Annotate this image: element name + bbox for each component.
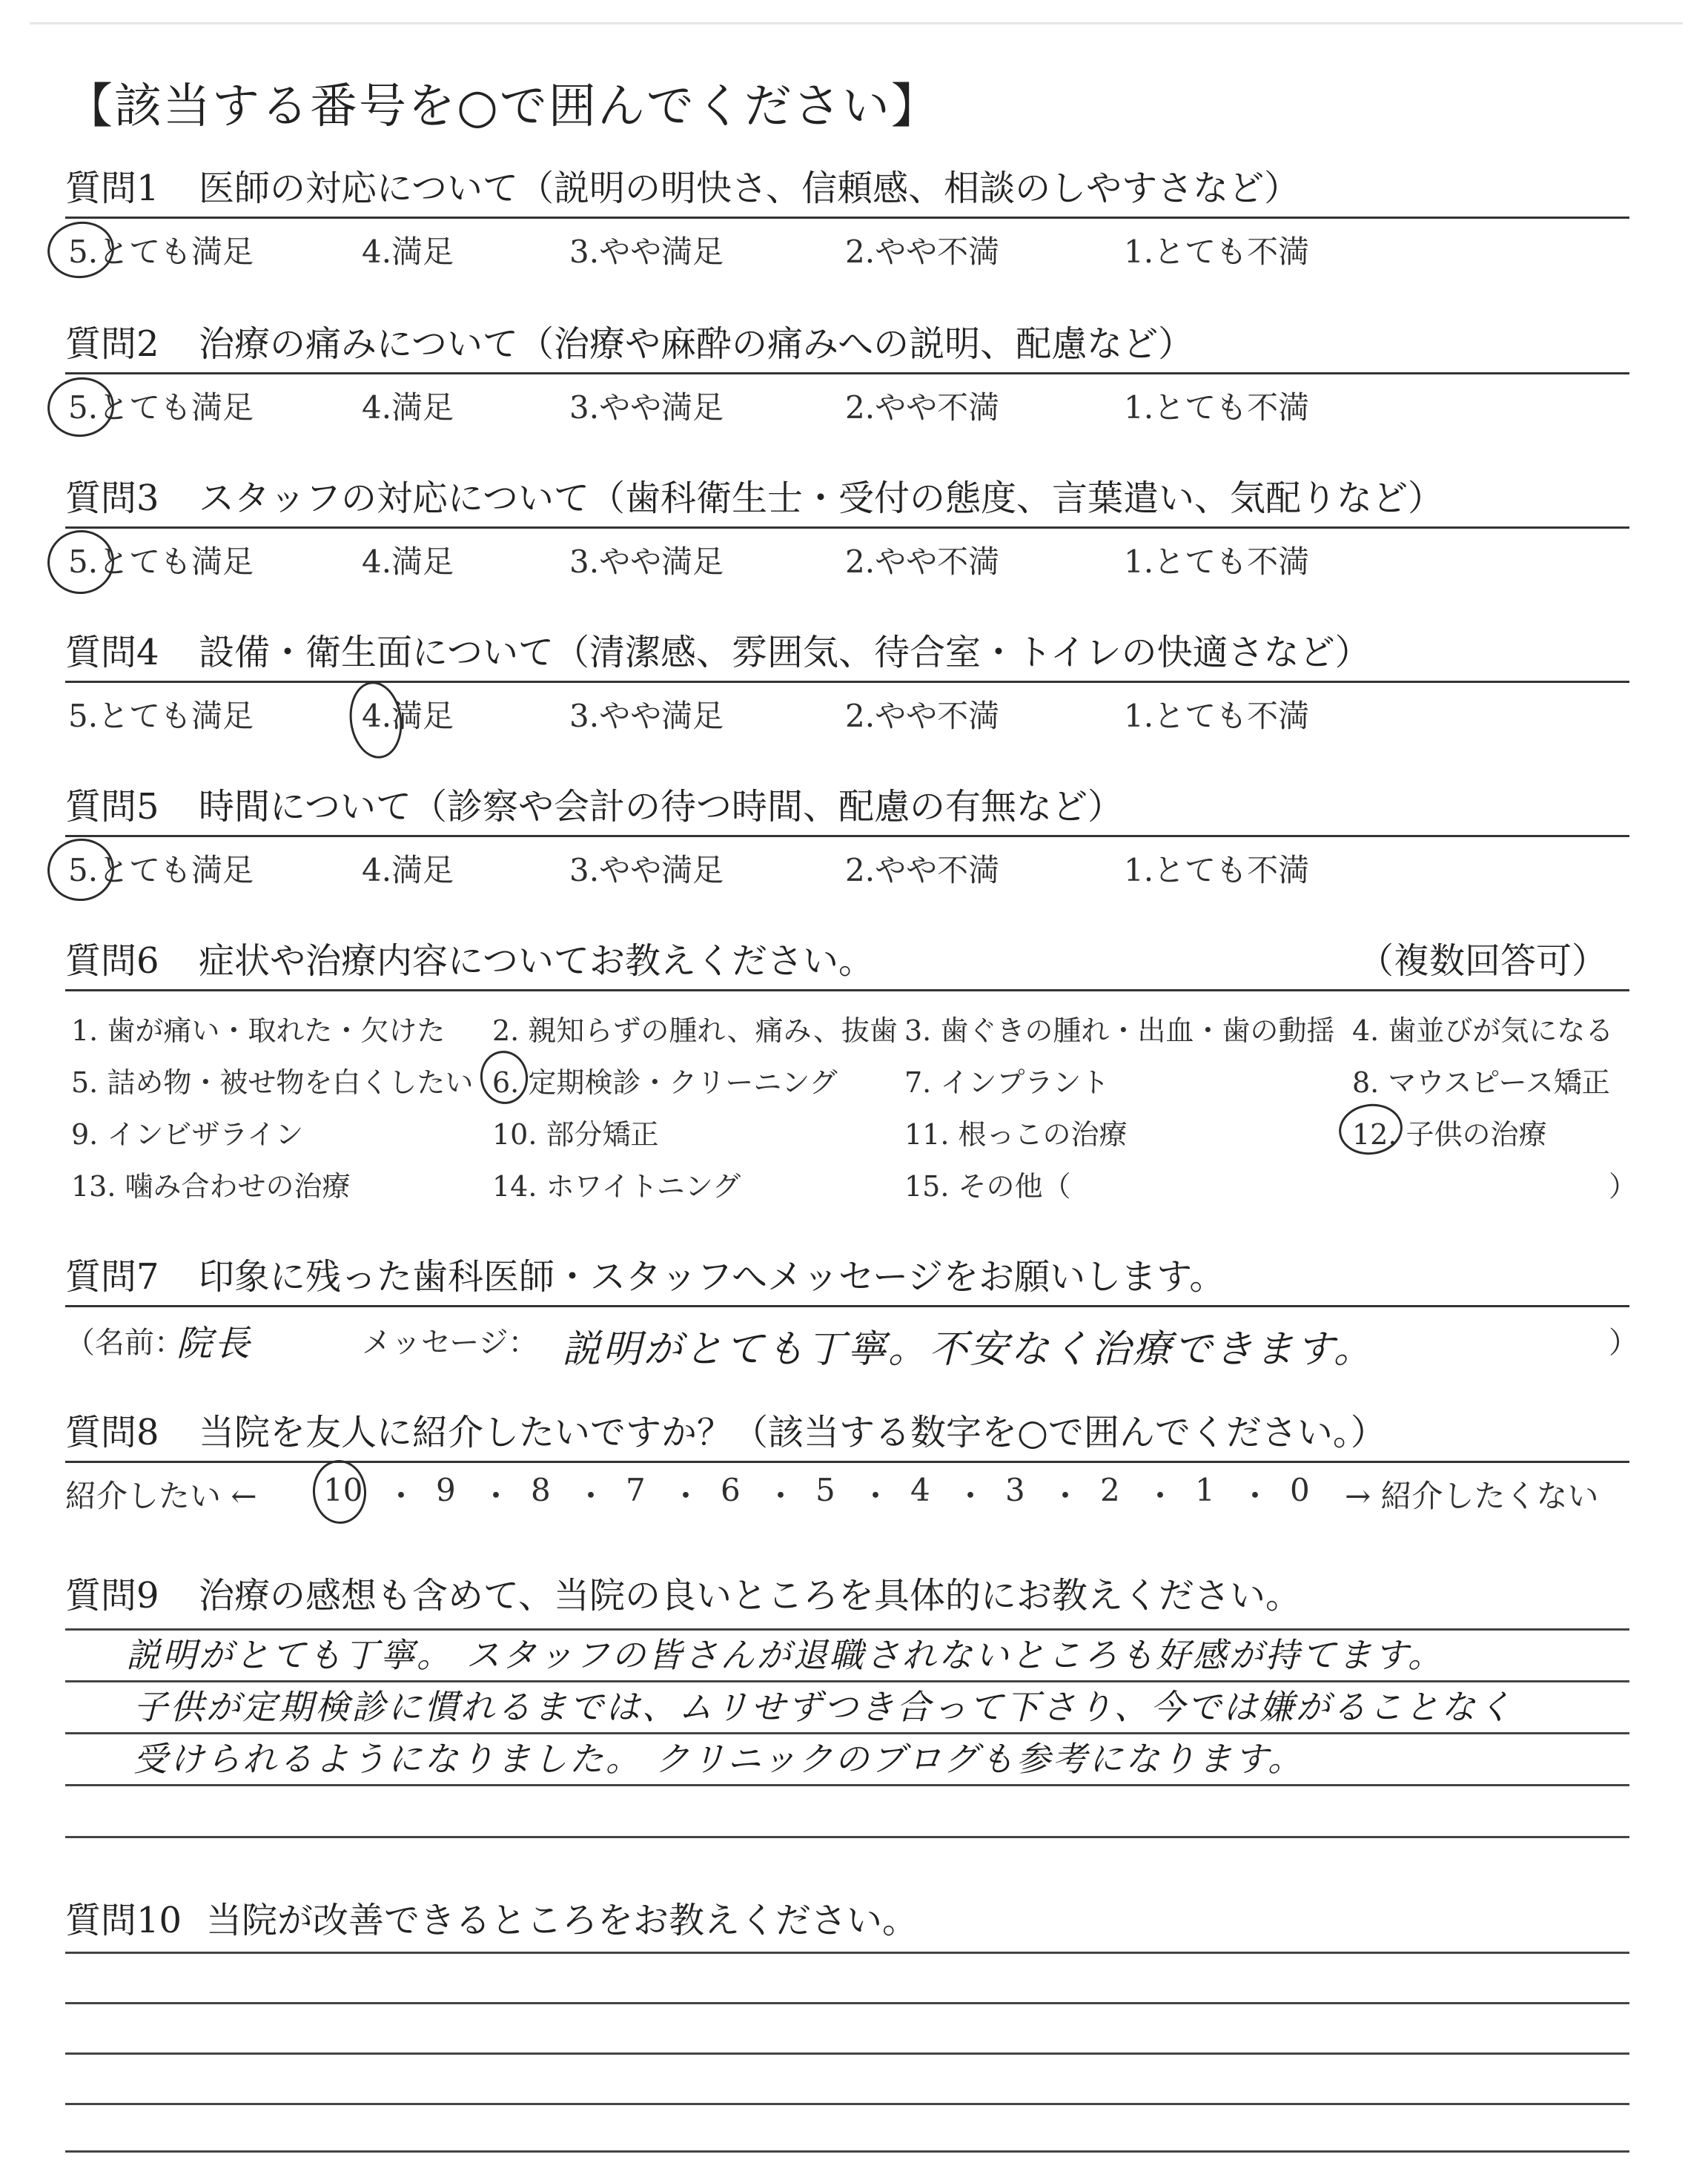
page-header: 【該当する番号を○で囲んでください】: [65, 79, 940, 134]
treatment-option[interactable]: 6. 定期検診・クリーニング: [492, 1066, 838, 1099]
treatment-option[interactable]: 3. 歯ぐきの腫れ・出血・歯の動揺: [904, 1014, 1335, 1047]
recommend-right-label: → 紹介したくない: [1345, 1478, 1599, 1514]
treatment-option[interactable]: 12. 子供の治療: [1352, 1118, 1547, 1151]
question-number: 質問2: [65, 323, 159, 365]
top-border: [30, 22, 1683, 24]
question-text: 医師の対応について（説明の明快さ、信頼感、相談のしやすさなど）: [199, 168, 1300, 209]
answer-line: [65, 2103, 1629, 2105]
option-2[interactable]: 2.やや不満: [845, 698, 1000, 734]
dot-separator: ・: [1239, 1478, 1271, 1514]
dot-separator: ・: [575, 1478, 607, 1514]
option-4[interactable]: 4.満足: [362, 389, 454, 426]
option-1[interactable]: 1.とても不満: [1124, 234, 1310, 270]
answer-line: [65, 1836, 1629, 1838]
question-text: 印象に残った歯科医師・スタッフへメッセージをお願いします。: [199, 1256, 1225, 1298]
answer-line: [65, 1952, 1629, 1954]
rating-4[interactable]: 4: [910, 1472, 930, 1508]
message-label: メッセージ：: [362, 1326, 538, 1360]
option-5[interactable]: 5.とても満足: [68, 389, 254, 426]
dot-separator: ・: [670, 1478, 702, 1514]
rating-3[interactable]: 3: [1005, 1472, 1025, 1508]
rating-1[interactable]: 1: [1195, 1472, 1215, 1508]
question-text: 当院を友人に紹介したいですか？（該当する数字を○で囲んでください。）: [199, 1412, 1386, 1453]
question-text: 時間について（診察や会計の待つ時間、配慮の有無など）: [199, 786, 1124, 828]
handwritten-answer-line-3: 受けられるようになりました。 クリニックのブログも参考になります。: [133, 1739, 1305, 1779]
treatment-option[interactable]: 1. 歯が痛い・取れた・欠けた: [71, 1014, 446, 1047]
selection-circle: [43, 526, 118, 598]
option-5[interactable]: 5.とても満足: [68, 698, 254, 734]
dot-separator: ・: [480, 1478, 512, 1514]
question-5: [65, 783, 1629, 889]
option-4[interactable]: 4.満足: [362, 234, 454, 270]
rating-10[interactable]: 10: [323, 1472, 363, 1508]
treatment-option[interactable]: 7. インプラント: [904, 1066, 1110, 1099]
option-3[interactable]: 3.やや満足: [569, 234, 724, 270]
dot-separator: ・: [955, 1478, 987, 1514]
name-value[interactable]: 院長: [176, 1323, 253, 1364]
handwritten-answer-line-1: 説明がとても丁寧。 スタッフの皆さんが退職されないところも好感が持てます。: [126, 1635, 1444, 1675]
rating-6[interactable]: 6: [721, 1472, 741, 1508]
option-3[interactable]: 3.やや満足: [569, 544, 724, 580]
dot-separator: ・: [765, 1478, 797, 1514]
question-number: 質問6: [65, 940, 159, 982]
option-2[interactable]: 2.やや不満: [845, 852, 1000, 888]
option-1[interactable]: 1.とても不満: [1124, 698, 1310, 734]
treatment-option[interactable]: 5. 詰め物・被せ物を白くしたい: [71, 1066, 474, 1099]
option-5[interactable]: 5.とても満足: [68, 234, 254, 270]
option-4[interactable]: 4.満足: [362, 852, 454, 888]
name-label: （名前：: [65, 1326, 184, 1360]
question-10: [65, 1897, 1629, 1944]
treatment-option[interactable]: 8. マウスピース矯正: [1352, 1066, 1610, 1099]
message-close-paren: ）: [1609, 1326, 1638, 1360]
question-7: [65, 1253, 1638, 1381]
selection-circle: [311, 1459, 368, 1526]
rating-0[interactable]: 0: [1290, 1472, 1310, 1508]
handwritten-answer-line-2: 子供が定期検診に慣れるまでは、ムリせずつき合って下さり、今では嫌がることなく: [133, 1687, 1514, 1727]
answer-line: [65, 2052, 1629, 2055]
treatment-option[interactable]: 13. 噛み合わせの治療: [71, 1170, 351, 1203]
dot-separator: ・: [1145, 1478, 1176, 1514]
question-number: 質問8: [65, 1412, 159, 1453]
selection-circle: [44, 834, 119, 905]
option-3[interactable]: 3.やや満足: [569, 389, 724, 426]
option-4[interactable]: 4.満足: [362, 698, 454, 734]
question-number: 質問5: [65, 786, 159, 828]
question-1: [65, 165, 1629, 271]
message-value[interactable]: 説明がとても丁寧。不安なく治療できます。: [562, 1327, 1374, 1372]
treatment-option[interactable]: 14. ホワイトニング: [492, 1170, 741, 1203]
rating-2[interactable]: 2: [1100, 1472, 1120, 1508]
answer-line: [65, 1784, 1629, 1786]
question-text: スタッフの対応について（歯科衛生士・受付の態度、言葉遣い、気配りなど）: [199, 478, 1444, 519]
question-text: 当院が改善できるところをお教えください。: [206, 1900, 918, 1941]
option-5[interactable]: 5.とても満足: [68, 544, 254, 580]
dot-separator: ・: [385, 1478, 417, 1514]
option-3[interactable]: 3.やや満足: [569, 698, 724, 734]
option-2[interactable]: 2.やや不満: [845, 234, 1000, 270]
question-6: [65, 937, 1638, 1206]
rating-8[interactable]: 8: [531, 1472, 551, 1508]
treatment-option[interactable]: 4. 歯並びが気になる: [1352, 1014, 1614, 1047]
question-number: 質問10: [65, 1900, 182, 1941]
treatment-option[interactable]: 11. 根っこの治療: [904, 1118, 1128, 1151]
rating-5[interactable]: 5: [815, 1472, 835, 1508]
question-3: [65, 475, 1629, 581]
dot-separator: ・: [1050, 1478, 1082, 1514]
multiple-answer-note: （複数回答可）: [1357, 940, 1607, 982]
rating-7[interactable]: 7: [626, 1472, 646, 1508]
option-5[interactable]: 5.とても満足: [68, 852, 254, 888]
option-4[interactable]: 4.満足: [362, 544, 454, 580]
question-number: 質問1: [65, 168, 159, 209]
question-text: 治療の痛みについて（治療や麻酔の痛みへの説明、配慮など）: [199, 323, 1194, 365]
question-text: 設備・衛生面について（清潔感、雰囲気、待合室・トイレの快適さなど）: [199, 632, 1371, 673]
option-2[interactable]: 2.やや不満: [845, 389, 1000, 426]
dot-separator: ・: [860, 1478, 892, 1514]
other-close-paren: ）: [1609, 1170, 1638, 1203]
question-2: [65, 320, 1629, 426]
answer-line: [65, 2150, 1629, 2153]
selection-circle: [345, 678, 407, 762]
treatment-option[interactable]: 2. 親知らずの腫れ、痛み、抜歯: [492, 1014, 898, 1047]
question-text: 症状や治療内容についてお教えください。: [199, 940, 875, 982]
question-number: 質問7: [65, 1256, 159, 1298]
treatment-option[interactable]: 9. インビザライン: [71, 1118, 304, 1151]
option-2[interactable]: 2.やや不満: [845, 544, 1000, 580]
option-1[interactable]: 1.とても不満: [1124, 544, 1310, 580]
question-text: 治療の感想も含めて、当院の良いところを具体的にお教えください。: [199, 1575, 1302, 1616]
treatment-option[interactable]: 15. その他（: [904, 1170, 1071, 1203]
option-1[interactable]: 1.とても不満: [1124, 389, 1310, 426]
answer-line: [65, 2002, 1629, 2004]
question-number: 質問4: [65, 632, 159, 673]
option-1[interactable]: 1.とても不満: [1124, 852, 1310, 888]
question-4: [65, 629, 1629, 735]
option-3[interactable]: 3.やや満足: [569, 852, 724, 888]
recommend-left-label: 紹介したい ←: [65, 1478, 257, 1514]
question-9: [65, 1572, 1629, 1619]
question-number: 質問9: [65, 1575, 159, 1616]
rating-9[interactable]: 9: [436, 1472, 456, 1508]
question-8: [65, 1409, 1629, 1522]
question-number: 質問3: [65, 478, 159, 519]
treatment-option[interactable]: 10. 部分矯正: [492, 1118, 659, 1151]
